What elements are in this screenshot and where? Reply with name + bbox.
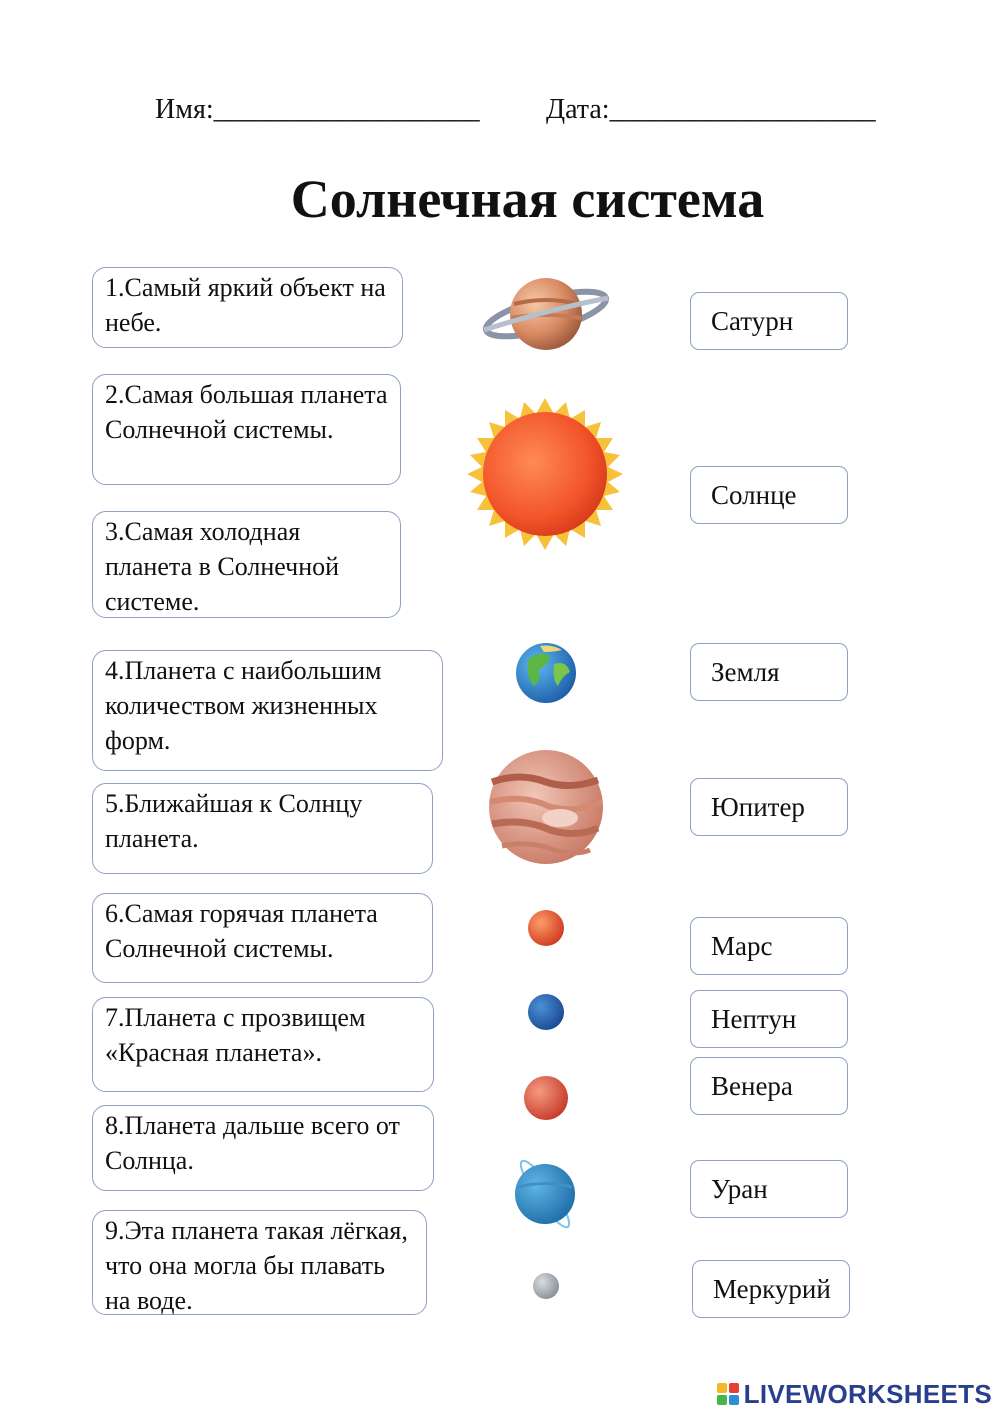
page-title: Солнечная система xyxy=(290,169,765,229)
answer-box-venus[interactable]: Венера xyxy=(690,1057,848,1115)
logo-icon xyxy=(717,1383,741,1407)
earth-image xyxy=(516,643,576,703)
question-text: 2.Самая большая планета Солнечной системы. xyxy=(105,380,388,444)
neptune-image xyxy=(528,994,564,1030)
question-box-6 xyxy=(92,893,433,983)
question-box-4 xyxy=(92,650,443,771)
question-text: 5.Ближайшая к Солнцу планета. xyxy=(105,789,363,853)
jupiter-image xyxy=(489,750,603,864)
question-text: 1.Самый яркий объект на небе. xyxy=(105,273,386,337)
answer-box-jupiter[interactable]: Юпитер xyxy=(690,778,848,836)
question-box-5 xyxy=(92,783,433,874)
question-text: 8.Планета дальше всего от Солнца. xyxy=(105,1111,400,1175)
answer-box-saturn[interactable]: Сатурн xyxy=(690,292,848,350)
question-box-1 xyxy=(92,267,403,348)
planet-illustrations xyxy=(430,262,660,1322)
question-box-2 xyxy=(92,374,401,485)
sun-image xyxy=(467,398,623,550)
answer-box-mercury[interactable]: Меркурий xyxy=(692,1260,850,1318)
answer-box-mars[interactable]: Марс xyxy=(690,917,848,975)
venus-image xyxy=(528,910,564,946)
question-text: 9.Эта планета такая лёгкая, что она могла бы плавать на воде. xyxy=(105,1216,408,1315)
question-text: 7.Планета с прозвищем «Красная планета». xyxy=(105,1003,366,1067)
date-field-label: Дата:___________________ xyxy=(546,94,876,125)
answer-box-neptune[interactable]: Нептун xyxy=(690,990,848,1048)
answer-box-uranus[interactable]: Уран xyxy=(690,1160,848,1218)
question-box-9 xyxy=(92,1210,427,1315)
answer-box-sun[interactable]: Солнце xyxy=(690,466,848,524)
answer-box-earth[interactable]: Земля xyxy=(690,643,848,701)
question-box-3 xyxy=(92,511,401,618)
saturn-image xyxy=(482,278,610,350)
question-text: 6.Самая горячая планета Солнечной системы. xyxy=(105,899,378,963)
question-text: 3.Самая холодная планета в Солнечной системе. xyxy=(105,517,340,616)
name-field-label: Имя:___________________ xyxy=(155,94,480,125)
liveworksheets-logo xyxy=(717,1379,992,1410)
uranus-image xyxy=(515,1156,576,1232)
question-text: 4.Планета с наибольшим количеством жизненных форм. xyxy=(105,656,382,755)
question-box-7 xyxy=(92,997,434,1092)
question-box-8 xyxy=(92,1105,434,1191)
mercury-image xyxy=(533,1273,559,1299)
mars-image xyxy=(524,1076,568,1120)
logo-text: LIVEWORKSHEETS xyxy=(743,1379,992,1409)
